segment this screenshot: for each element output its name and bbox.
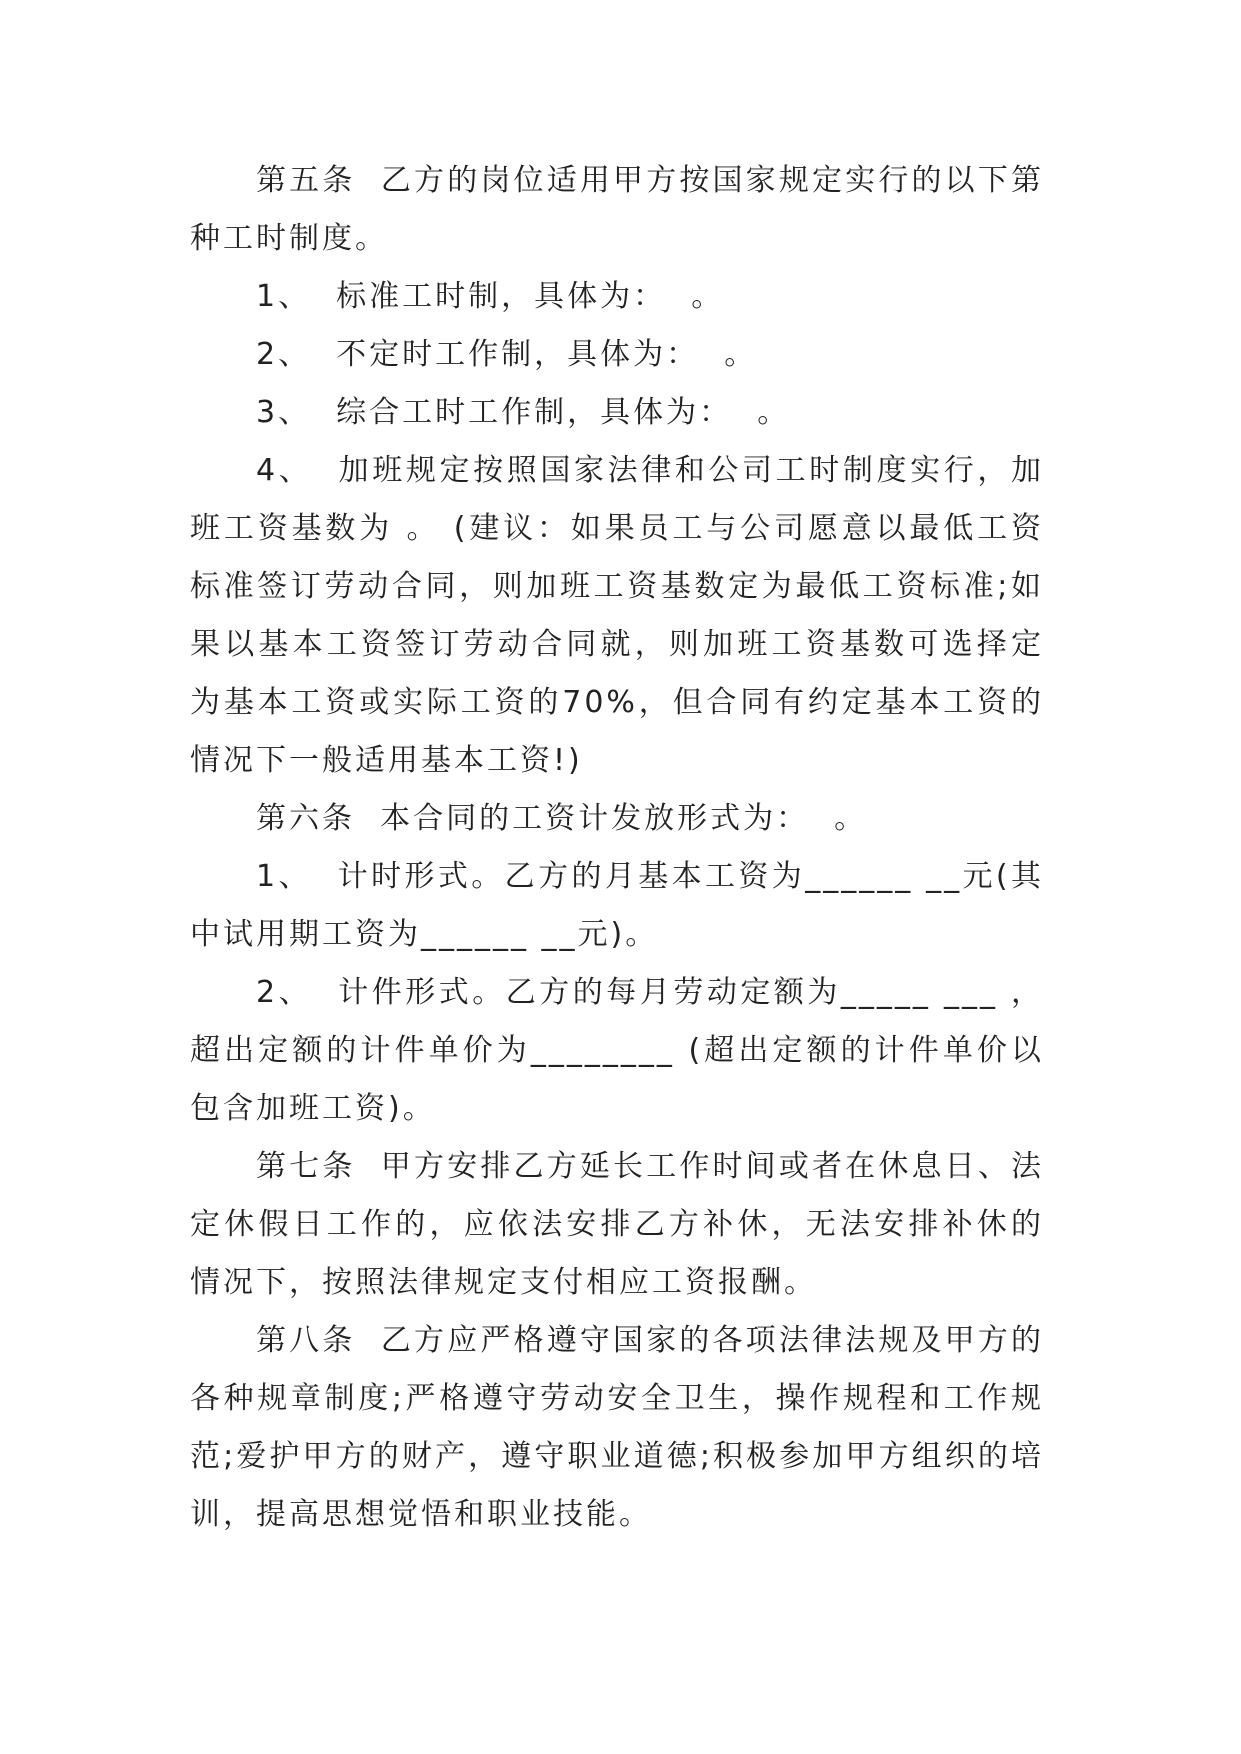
article-6-item-1: 1、 计时形式。乙方的月基本工资为______ __元(其中试用期工资为______ __元)。 — [190, 859, 1044, 952]
article-6-paragraph: 第六条 本合同的工资计发放形式为： 。 — [256, 801, 868, 836]
article-5-item-4: 4、 加班规定按照国家法律和公司工时制度实行，加班工资基数为 。 (建议：如果员工与公司愿意以最低工资标准签订劳动合同，则加班工资基数定为最低工资标准;如果以基本工资签订劳动合同就，则加班工资基数可选择定为基本工资或实际工资的70%，但合同有约定基本工资的情况下一般适用基本工资!) — [190, 453, 1044, 778]
article-5-paragraph: 第五条 乙方的岗位适用甲方按国家规定实行的以下第种工时制度。 — [190, 163, 1044, 256]
article-8-paragraph: 第八条 乙方应严格遵守国家的各项法律法规及甲方的各种规章制度;严格遵守劳动安全卫生，操作规程和工作规范;爱护甲方的财产，遵守职业道德;积极参加甲方组织的培训，提高思想觉悟和职业技能。 — [190, 1323, 1044, 1532]
document-body — [190, 152, 1044, 1544]
article-5-item-1: 1、 标准工时制，具体为： 。 — [256, 279, 725, 314]
article-7-paragraph: 第七条 甲方安排乙方延长工作时间或者在休息日、法定休假日工作的，应依法安排乙方补休，无法安排补休的情况下，按照法律规定支付相应工资报酬。 — [190, 1149, 1044, 1300]
article-5-item-3: 3、 综合工时工作制，具体为： 。 — [256, 395, 791, 430]
article-5-item-2: 2、 不定时工作制，具体为： 。 — [256, 337, 758, 372]
article-6-item-2: 2、 计件形式。乙方的每月劳动定额为_____ ___ ，超出定额的计件单价为________ (超出定额的计件单价以包含加班工资)。 — [190, 975, 1044, 1126]
